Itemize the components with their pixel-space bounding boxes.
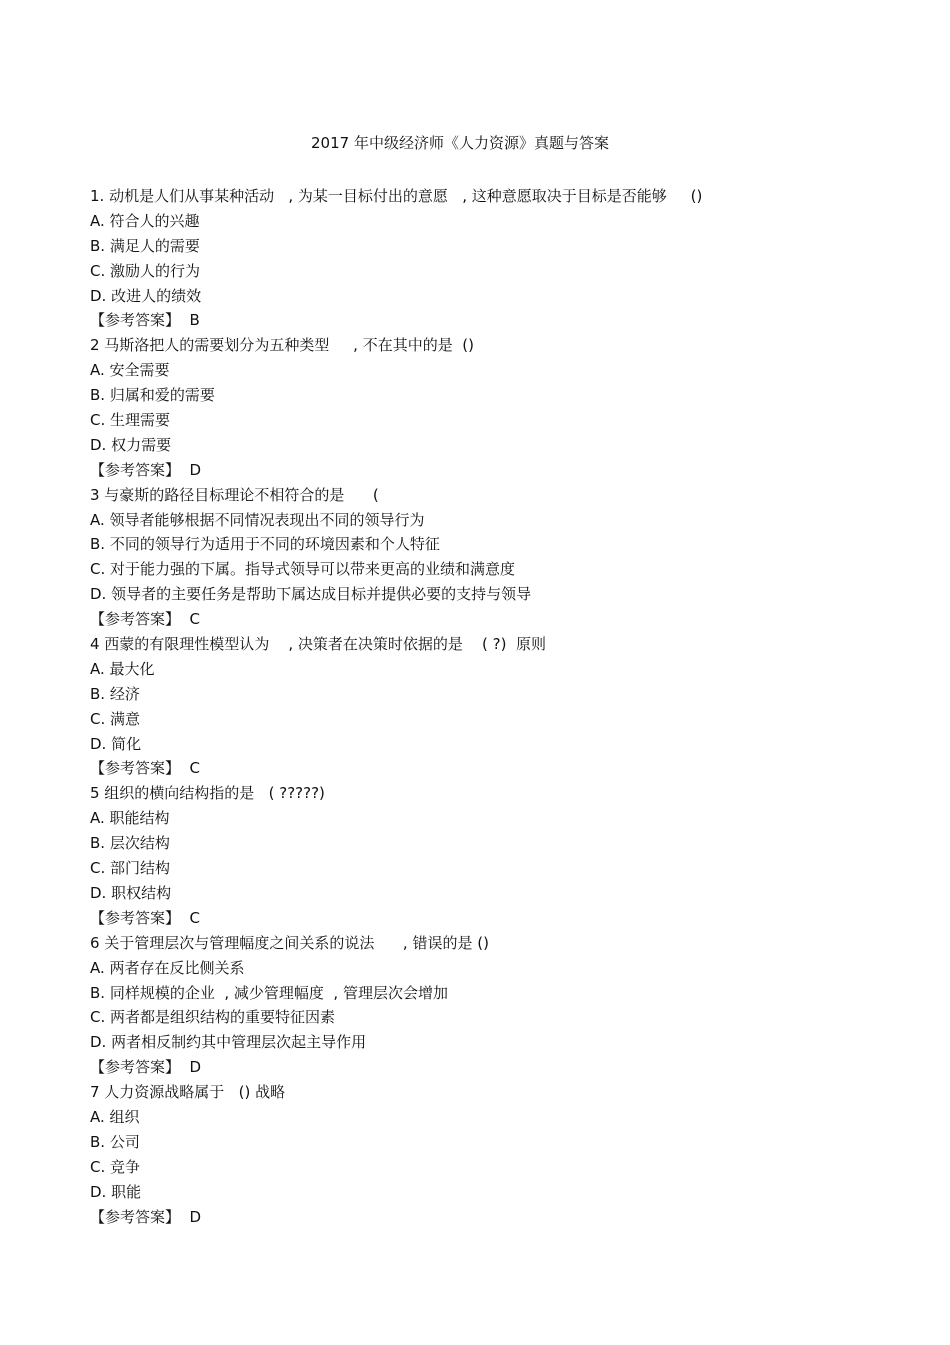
question-block [90,333,910,482]
answer-option: B. 层次结构 [90,834,170,853]
reference-answer: 【参考答案】 D [90,1207,202,1226]
document-title: 2017 年中级经济师《人力资源》真题与答案 [311,134,609,152]
question-stem: 4 西蒙的有限理性模型认为 , 决策者在决策时依据的是 ( ?) 原则 [90,635,546,654]
answer-option: A. 组织 [90,1107,140,1126]
reference-answer: 【参考答案】 C [90,759,201,778]
answer-option: B. 满足人的需要 [90,236,200,255]
question-stem: 2 马斯洛把人的需要划分为五种类型 , 不在其中的是 () [90,336,474,355]
answer-option: A. 最大化 [90,659,155,678]
answer-option: D. 两者相反制约其中管理层次起主导作用 [90,1033,367,1052]
answer-option: D. 领导者的主要任务是帮助下属达成目标并提供必要的支持与领导 [90,585,532,604]
answer-option: C. 生理需要 [90,411,171,430]
reference-answer: 【参考答案】 D [90,460,202,479]
answer-option: C. 激励人的行为 [90,261,201,280]
answer-option: C. 对于能力强的下属。指导式领导可以带来更高的业绩和满意度 [90,560,516,579]
answer-option: A. 领导者能够根据不同情况表现出不同的领导行为 [90,510,425,529]
reference-answer: 【参考答案】 C [90,610,201,629]
reference-answer: 【参考答案】 B [90,311,200,330]
reference-answer: 【参考答案】 D [90,1058,202,1077]
question-list [90,184,910,1229]
answer-option: D. 权力需要 [90,435,172,454]
answer-option: A. 符合人的兴趣 [90,211,200,230]
answer-option: C. 两者都是组织结构的重要特征因素 [90,1008,336,1027]
question-stem: 3 与豪斯的路径目标理论不相符合的是 ( [90,485,379,504]
question-stem: 6 关于管理层次与管理幅度之间关系的说法 , 错误的是 () [90,933,489,952]
answer-option: D. 简化 [90,734,142,753]
reference-answer: 【参考答案】 C [90,908,201,927]
answer-option: A. 安全需要 [90,361,170,380]
answer-option: C. 部门结构 [90,859,171,878]
answer-option: B. 经济 [90,684,140,703]
question-block [90,781,910,930]
question-stem: 1. 动机是人们从事某种活动 , 为某一目标付出的意愿 , 这种意愿取决于目标是否能够 () [90,187,703,205]
question-block [90,1080,910,1229]
answer-option: C. 竞争 [90,1157,141,1176]
answer-option: A. 两者存在反比侧关系 [90,958,245,977]
answer-option: A. 职能结构 [90,809,170,828]
question-stem: 7 人力资源战略属于 () 战略 [90,1083,286,1102]
question-block [90,632,910,781]
answer-option: D. 改进人的绩效 [90,286,202,305]
question-stem: 5 组织的横向结构指的是 ( ?????) [90,784,325,803]
question-block [90,931,910,1080]
question-block [90,184,910,333]
answer-option: C. 满意 [90,709,141,728]
answer-option: B. 同样规模的企业 , 减少管理幅度 , 管理层次会增加 [90,983,448,1002]
question-block [90,483,910,632]
answer-option: B. 公司 [90,1132,140,1151]
answer-option: D. 职权结构 [90,883,172,902]
answer-option: B. 归属和爱的需要 [90,386,215,405]
answer-option: B. 不同的领导行为适用于不同的环境因素和个人特征 [90,535,440,554]
answer-option: D. 职能 [90,1182,142,1201]
